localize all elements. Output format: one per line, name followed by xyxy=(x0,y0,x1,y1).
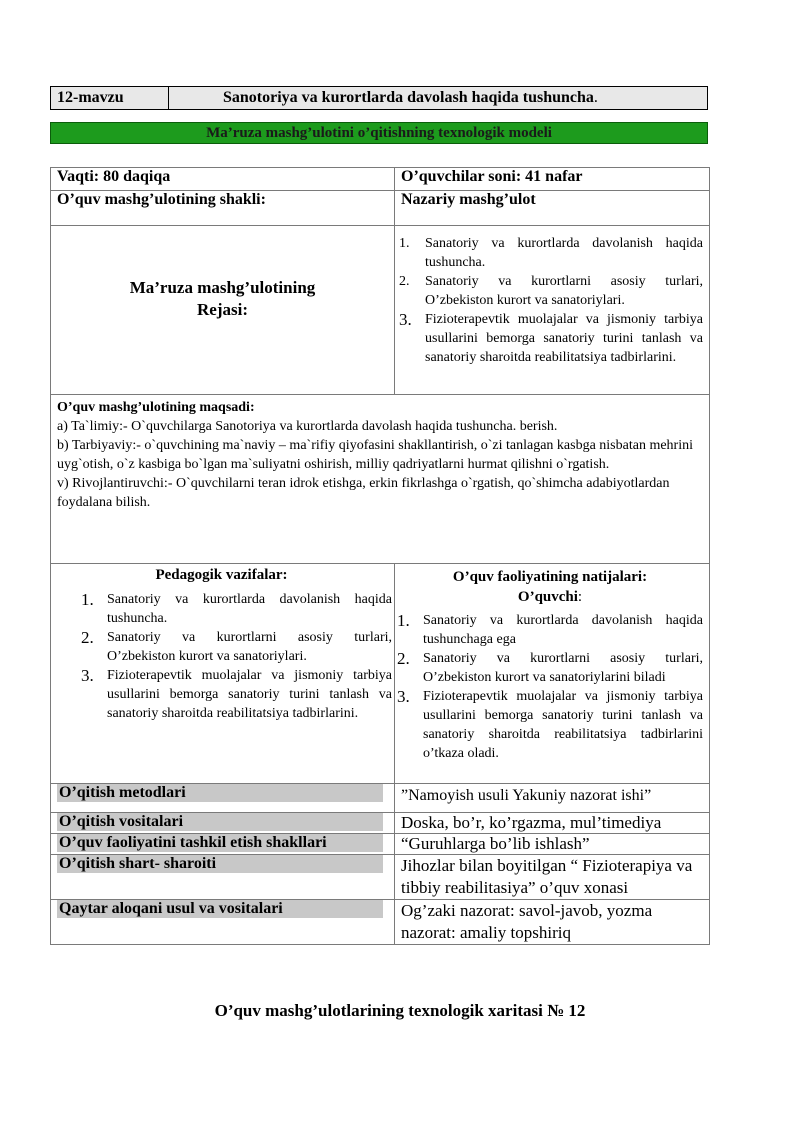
task-item-number: 2. xyxy=(81,628,94,647)
methods-value: ”Namoyish usuli Yakuniy nazorat ishi” xyxy=(395,784,710,813)
task-item-number: 3. xyxy=(81,666,94,685)
model-banner: Ma’ruza mashg’ulotini o’qitishning texnologik modeli xyxy=(50,122,708,144)
organization-value: “Guruhlarga bo’lib ishlash” xyxy=(395,834,710,855)
plan-item-text: Fizioterapevtik muolajalar va jismoniy tarbiya usullarini bemorga sanatoriy turini tanlash va sanatoriy sharoitda reabilitatsiya tadbirlarini. xyxy=(425,312,703,365)
result-item xyxy=(397,649,703,687)
results-heading-line2: O’quvchi xyxy=(517,589,578,605)
tools-label-cell xyxy=(51,813,395,834)
topic-title xyxy=(169,87,707,109)
goal-a: a) Ta`limiy:- O`quvchilarga Sanotoriya va kurortlarda davolash haqida tushuncha. berish. xyxy=(57,419,558,434)
form-value: Nazariy mashg’ulot xyxy=(395,191,710,226)
form-row xyxy=(51,191,710,226)
result-item-text: Sanatoriy va kurortlarni asosiy turlari, O’zbekiston kurort va sanatoriylarini biladi xyxy=(423,651,703,685)
task-item xyxy=(81,666,392,723)
plan-item xyxy=(399,272,703,310)
feedback-row xyxy=(51,900,710,945)
plan-item-text: Sanatoriy va kurortlarni asosiy turlari, O’zbekiston kurort va sanatoriylari. xyxy=(425,274,703,308)
tools-label: O’qitish vositalari xyxy=(57,813,383,831)
plan-list xyxy=(399,234,703,367)
organization-label-cell xyxy=(51,834,395,855)
result-item xyxy=(397,687,703,763)
result-item xyxy=(397,611,703,649)
methods-row xyxy=(51,784,710,813)
tools-value: Doska, bo’r, ko’rgazma, mul’timediya xyxy=(395,813,710,834)
tasks-results-row xyxy=(51,564,710,784)
conditions-row xyxy=(51,855,710,900)
topic-number: 12-mavzu xyxy=(51,87,169,109)
tasks-cell xyxy=(51,564,395,784)
goal-v: v) Rivojlantiruvchi:- O`quvchilarni teran idrok etishga, erkin fikrlashga o`rgatish, qo`shimcha adabiyotlardan foydalana bilish. xyxy=(57,476,670,510)
results-heading-colon: : xyxy=(577,589,583,605)
plan-item-text: Sanatoriy va kurortlarda davolanish haqida tushuncha. xyxy=(425,236,703,270)
result-item-number: 3. xyxy=(397,687,410,706)
footer-title: O’quv mashg’ulotlarining texnologik xaritasi № 12 xyxy=(214,1001,586,1020)
tasks-list xyxy=(81,590,392,723)
feedback-label: Qaytar aloqani usul va vositalari xyxy=(57,900,383,918)
results-heading-line1: O’quv faoliyatining natijalari: xyxy=(452,569,648,585)
students-cell: O’quvchilar soni: 41 nafar xyxy=(395,168,710,191)
plan-item xyxy=(399,310,703,367)
goal-cell xyxy=(51,395,710,564)
result-item-text: Fizioterapevtik muolajalar va jismoniy tarbiya usullarini bemorga sanatoriy turini tanlash va sanatoriy sharoitda reabilitatsiya tadbirlarini o’tkaza oladi. xyxy=(423,689,703,761)
plan-heading-line1: Ma’ruza mashg’ulotining xyxy=(129,278,316,297)
plan-heading-cell xyxy=(51,226,395,395)
plan-item-number: 1. xyxy=(399,236,410,251)
topic-title-text: Sanotoriya va kurortlarda davolash haqida tushuncha xyxy=(223,89,594,106)
methods-label-cell xyxy=(51,784,395,813)
task-item xyxy=(81,590,392,628)
results-list xyxy=(397,611,703,763)
plan-heading xyxy=(57,277,388,343)
feedback-value: Og’zaki nazorat: savol-javob, yozma nazorat: amaliy topshiriq xyxy=(395,900,710,945)
topic-title-end: . xyxy=(593,89,598,106)
result-item-number: 1. xyxy=(397,611,410,630)
time-row xyxy=(51,168,710,191)
time-cell: Vaqti: 80 daqiqa xyxy=(51,168,395,191)
task-item-number: 1. xyxy=(81,590,94,609)
conditions-label: O’qitish shart- sharoiti xyxy=(57,855,383,873)
task-item-text: Sanatoriy va kurortlarni asosiy turlari, O’zbekiston kurort va sanatoriylari. xyxy=(107,630,392,664)
methods-label: O’qitish metodlari xyxy=(57,784,383,802)
results-heading xyxy=(397,567,703,607)
tasks-heading: Pedagogik vazifalar: xyxy=(155,567,288,583)
conditions-value: Jihozlar bilan boyitilgan “ Fizioterapiya va tibbiy reabilitasiya” o’quv xonasi xyxy=(395,855,710,900)
result-item-text: Sanatoriy va kurortlarda davolanish haqida tushunchaga ega xyxy=(423,613,703,647)
tools-row xyxy=(51,813,710,834)
plan-item-number: 2. xyxy=(399,274,410,289)
goal-b: b) Tarbiyaviy:- o`quvchining ma`naviy – ma`rifiy qiyofasini shakllantirish, o`zi tanlagan kasbga nisbatan mehrini uyg`otish, o`z kasbiga bo`lgan ma`suliyatni oshirish, milliy qadriyatlarni hurmat qilishni o`rgatish. xyxy=(57,438,693,472)
plan-item-number: 3. xyxy=(399,310,412,329)
lesson-model-table xyxy=(50,167,710,945)
results-cell xyxy=(395,564,710,784)
plan-item xyxy=(399,234,703,272)
result-item-number: 2. xyxy=(397,649,410,668)
task-item-text: Sanatoriy va kurortlarda davolanish haqida tushuncha. xyxy=(107,592,392,626)
conditions-label-cell xyxy=(51,855,395,900)
organization-row xyxy=(51,834,710,855)
feedback-label-cell xyxy=(51,900,395,945)
plan-items-cell xyxy=(395,226,710,395)
task-item-text: Fizioterapevtik muolajalar va jismoniy tarbiya usullarini bemorga sanatoriy turini tanlash va sanatoriy sharoitda reabilitatsiya tadbirlarini. xyxy=(107,668,392,721)
plan-heading-line2: Rejasi: xyxy=(197,300,248,319)
goal-heading: O’quv mashg’ulotining maqsadi: xyxy=(57,400,255,415)
task-item xyxy=(81,628,392,666)
organization-label: O’quv faoliyatini tashkil etish shakllari xyxy=(57,834,383,852)
form-label: O’quv mashg’ulotining shakli: xyxy=(51,191,395,226)
plan-row xyxy=(51,226,710,395)
goal-row xyxy=(51,395,710,564)
topic-header xyxy=(50,86,708,110)
